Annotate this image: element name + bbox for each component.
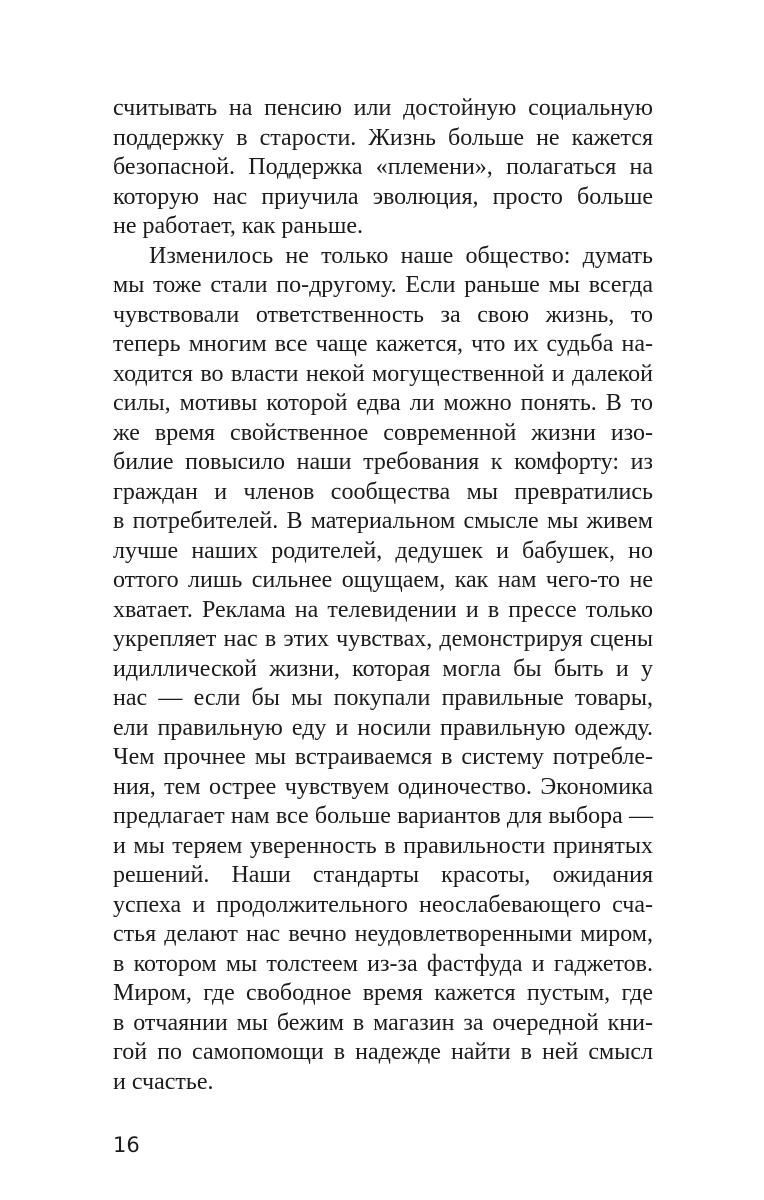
- text-line: ходится во власти некой могущественной и далекой: [113, 360, 653, 387]
- text-line: безопасной. Поддержка «племени», полагаться на: [113, 154, 653, 180]
- text-line: силы, мотивы которой едва ли можно понять. В то: [113, 390, 653, 416]
- text-line: не работает, как раньше.: [113, 213, 363, 239]
- text-line: в котором мы толстеем из-за фастфуда и гаджетов.: [113, 950, 653, 977]
- text-line: Чем прочнее мы встраиваемся в систему потребле-: [113, 744, 653, 770]
- text-line: оттого лишь сильнее ощущаем, как нам чего-то не: [113, 567, 653, 593]
- text-line: граждан и членов сообщества мы превратились: [113, 478, 653, 505]
- text-line: мы тоже стали по-другому. Если раньше мы всегда: [113, 272, 653, 298]
- text-line: стья делают нас вечно неудовлетворенными миром,: [113, 921, 653, 947]
- text-line: идиллической жизни, которая могла бы быть и у: [113, 655, 653, 682]
- text-line: которую нас приучила эволюция, просто больше: [113, 183, 653, 210]
- text-line: чувствовали ответственность за свою жизнь, то: [113, 301, 653, 328]
- text-line: же время свойственное современной жизни изо-: [113, 419, 653, 446]
- text-line: укрепляет нас в этих чувствах, демонстрируя сцены: [113, 626, 653, 652]
- text-line: считывать на пенсию или достойную социальную: [113, 95, 653, 121]
- text-line: билие повысило наши требования к комфорту: из: [113, 449, 653, 475]
- text-line: теперь многим все чаще кажется, что их судьба на-: [113, 331, 653, 357]
- text-line: хватает. Реклама на телевидении и в прессе только: [113, 596, 653, 623]
- text-line: ели правильную еду и носили правильную одежду.: [113, 714, 653, 741]
- text-line: нас — если бы мы покупали правильные товары,: [113, 685, 653, 711]
- text-line: Миром, где свободное время кажется пустым, где: [113, 980, 653, 1006]
- text-line: в потребителей. В материальном смысле мы живем: [113, 508, 653, 534]
- text-line: предлагает нам все больше вариантов для выбора —: [113, 803, 653, 829]
- text-line: поддержку в старости. Жизнь больше не кажется: [113, 124, 653, 151]
- body-text: [113, 94, 653, 1097]
- text-line: и мы теряем уверенность в правильности принятых: [113, 832, 653, 859]
- text-line: гой по самопомощи в надежде найти в ней смысл: [113, 1039, 653, 1065]
- text-line: решений. Наши стандарты красоты, ожидания: [113, 862, 653, 888]
- text-line: в отчаянии мы бежим в магазин за очередной кни-: [113, 1009, 653, 1036]
- text-line: Изменилось не только наше общество: думать: [149, 242, 653, 269]
- text-line: успеха и продолжительного неослабевающего сча-: [113, 891, 653, 918]
- text-line: и счастье.: [113, 1068, 214, 1095]
- page-number: 16: [113, 1133, 140, 1157]
- text-line: ния, тем острее чувствуем одиночество. Экономика: [113, 773, 653, 800]
- text-line: лучше наших родителей, дедушек и бабушек, но: [113, 537, 653, 564]
